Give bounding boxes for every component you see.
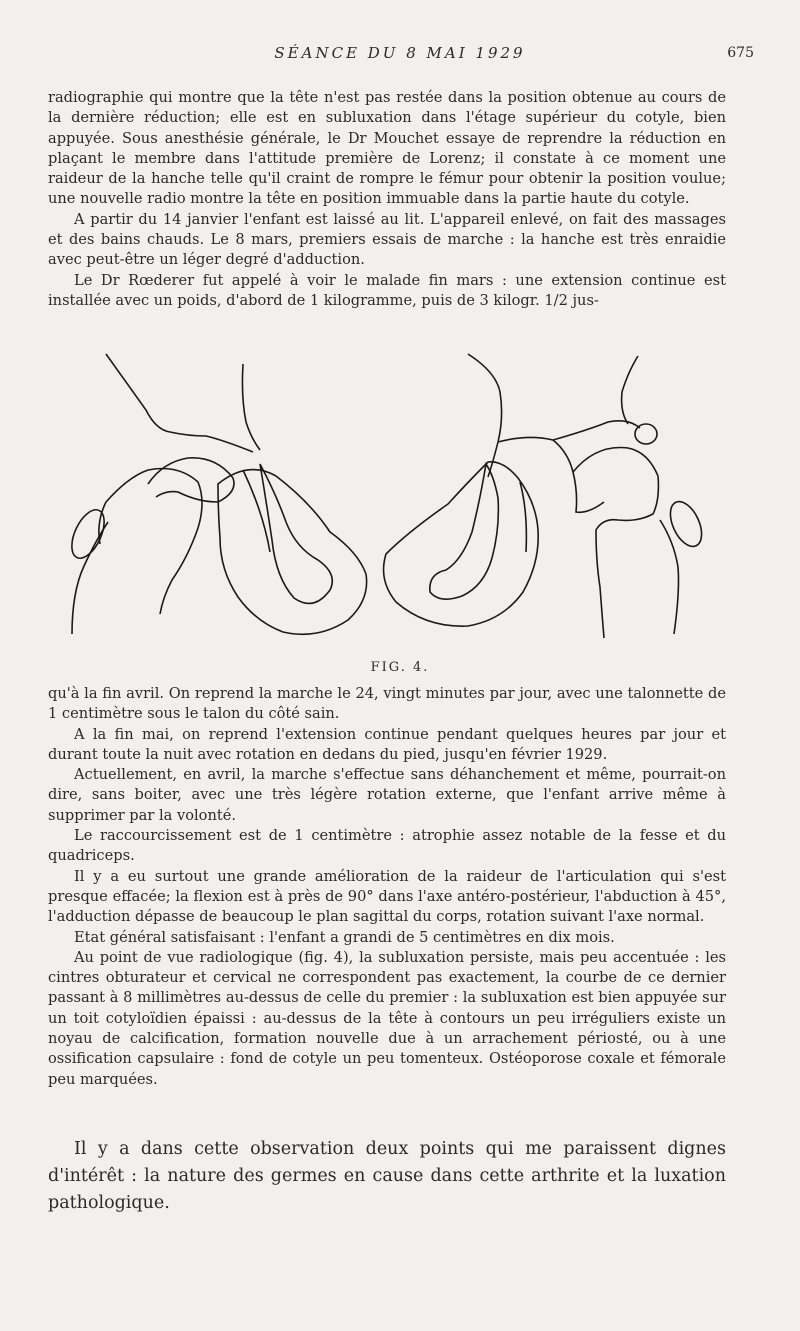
right-obturator-foramen [430,464,499,599]
right-iliac-outline [468,354,502,477]
right-calcification-nucleus [635,424,657,444]
left-iliac-inner-line [242,364,260,450]
paragraph: Etat général satisfaisant : l'enfant a grandi de 5 centimètres en dix mois. [74,928,615,946]
left-hip-tracing [65,354,366,634]
figure-caption: FIG. 4. [370,660,430,675]
text-block-top [48,88,726,311]
right-neck-line [520,482,526,552]
text-block-middle [48,684,726,1090]
paragraph: qu'à la fin avril. On reprend la marche le 24, vingt minutes par jour, avec une talonnette de 1 centimètre sous le talon du côté sain. [48,685,726,723]
text-block-bottom [48,1136,726,1217]
paragraph: A partir du 14 janvier l'enfant est laissé au lit. L'appareil enlevé, on fait des massages et des bains chauds. Le 8 mars, premiers essais de marche : la hanche est très enraidie avec peut-être un léger degré d'adduction. [48,210,726,269]
paragraph: Le Dr Rœderer fut appelé à voir le malade fin mars : une extension continue est installée avec un poids, d'abord de 1 kilogramme, puis de 3 kilogr. 1/2 jus- [48,271,726,309]
right-obturator-ring-outer [384,462,539,626]
left-femoral-head [99,469,202,615]
left-trochanter [65,505,111,563]
left-acetabular-roof [148,458,234,502]
paragraph: A la fin mai, on reprend l'extension continue pendant quelques heures par jour et durant toute la nuit avec rotation en dedans du pied, jusqu'en février 1929. [48,725,726,763]
left-pubic-line [243,470,270,552]
right-iliac-crest [498,421,640,442]
right-femoral-shaft [660,520,679,634]
left-obturator-foramen [260,464,332,603]
paragraph: Au point de vue radiologique (fig. 4), la subluxation persiste, mais peu accentuée : les cintres obturateur et cervical ne correspondent pas exactement, la courbe de ce dernier passant à 8 millimètres au-dessus de celle du premier : la subluxation est bien appuyée sur un toit cotyloïdien épaissi : au-dessus de la tête à contours un peu irréguliers existe un noyau de calcification, formation nouvelle due à un arrachement périosté, ou à une ossification capsulaire : fond de cotyle un peu tomenteux. Ostéoporose coxale et fémorale peu marquées. [48,948,726,1088]
left-femoral-shaft [72,522,108,634]
page-number: 675 [727,45,754,61]
hip-tracing-drawing [48,352,748,652]
running-title: SÉANCE DU 8 MAI 1929 [274,44,526,62]
right-hip-tracing [384,354,708,638]
paragraph: Le raccourcissement est de 1 centimètre : atrophie assez notable de la fesse et du quadriceps. [48,827,726,865]
running-header [0,44,800,68]
right-trochanter [664,497,708,551]
right-acetabular-roof [553,440,604,512]
left-obturator-ring-outer [218,470,367,635]
paragraph: Il y a eu surtout une grande amélioration de la raideur de l'articulation qui s'est presque effacée; la flexion est à près de 90° dans l'axe antéro-postérieur, l'abduction à 45°, l'adduction dépasse de beaucoup le plan sagittal du corps, rotation suivant l'axe normal. [48,867,726,926]
hip-radiograph-tracing-figure [48,352,748,652]
paragraph: Actuellement, en avril, la marche s'effectue sans déhanchement et même, pourrait-on dire, sans boiter, avec une très légère rotation externe, que l'enfant arrive même à supprimer par la volonté. [48,766,726,824]
right-femoral-head [573,448,658,639]
paragraph: radiographie qui montre que la tête n'est pas restée dans la position obtenue au cours de la dernière réduction; elle est en subluxation dans l'étage supérieur du cotyle, bien appuyée. Sous anesthésie générale, le Dr Mouchet essaye de reprendre la réduction en plaçant le membre dans l'attitude première de Lorenz; il constate à ce moment une raideur de la hanche telle qu'il craint de rompre le fémur pour obtenir la position voulue; une nouvelle radio montre la tête en position immuable dans la partie haute du cotyle. [48,89,726,208]
right-iliac-line [622,356,638,424]
paragraph-large: Il y a dans cette observation deux points qui me paraissent dignes d'intérêt : la nature des germes en cause dans cette arthrite et la luxation pathologique. [48,1139,726,1213]
left-iliac-outline [106,354,253,452]
